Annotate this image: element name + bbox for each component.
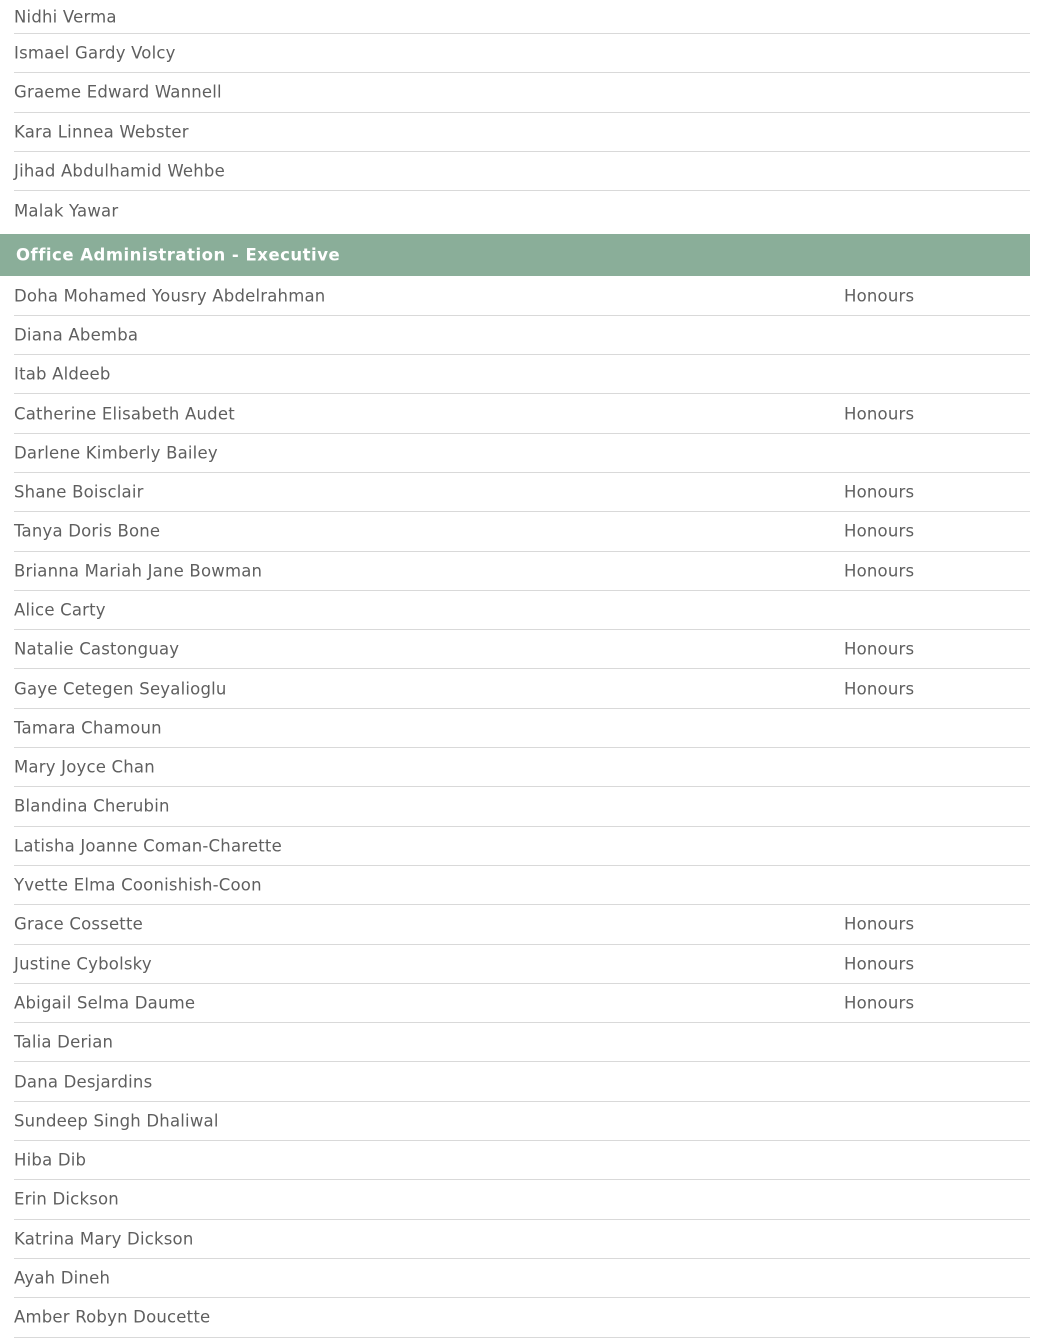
list-item [14,827,1030,866]
student-name: Katrina Mary Dickson [14,1229,194,1249]
list-item [14,945,1030,984]
list-item [14,552,1030,591]
list-item [14,630,1030,669]
list-item [14,152,1030,191]
student-name: Tamara Chamoun [14,718,162,738]
student-name: Tanya Doris Bone [14,521,161,541]
list-item [14,1298,1030,1337]
list-item [14,355,1030,394]
list-item [14,276,1030,315]
list-item [14,1220,1030,1259]
list-item [14,34,1030,73]
list-item [14,191,1030,230]
student-name: Abigail Selma Daume [14,993,196,1013]
student-name: Darlene Kimberly Bailey [14,443,218,463]
student-name: Malak Yawar [14,201,119,221]
list-item [14,669,1030,708]
list-item [14,434,1030,473]
student-name: Ayah Dineh [14,1268,111,1288]
list-item [14,1102,1030,1141]
list-item [14,905,1030,944]
student-name: Erin Dickson [14,1189,119,1209]
student-name: Blandina Cherubin [14,796,170,816]
student-name: Graeme Edward Wannell [14,82,222,102]
student-name: Justine Cybolsky [14,954,152,974]
student-name: Amber Robyn Doucette [14,1307,211,1327]
section-header [0,234,1030,276]
student-name: Ismael Gardy Volcy [14,43,176,63]
student-name: Diana Abemba [14,325,139,345]
list-item [14,866,1030,905]
student-name: Itab Aldeeb [14,364,111,384]
list-item [14,316,1030,355]
list-item [14,748,1030,787]
honours-note: Honours [844,286,915,306]
list-item [14,1259,1030,1298]
list-item [14,591,1030,630]
student-name: Alice Carty [14,600,106,620]
honours-note: Honours [844,521,915,541]
student-name: Hiba Dib [14,1150,87,1170]
student-name: Yvette Elma Coonishish-Coon [14,875,262,895]
student-name: Mary Joyce Chan [14,757,155,777]
list-item [14,787,1030,826]
student-name: Talia Derian [14,1032,114,1052]
honours-note: Honours [844,954,915,974]
section-title: Office Administration - Executive [16,245,341,265]
student-name: Doha Mohamed Yousry Abdelrahman [14,286,326,306]
honours-note: Honours [844,561,915,581]
section-rows [0,276,1037,1337]
honours-note: Honours [844,639,915,659]
student-name: Sundeep Singh Dhaliwal [14,1111,219,1131]
student-name: Catherine Elisabeth Audet [14,404,235,424]
student-name: Latisha Joanne Coman-Charette [14,836,282,856]
student-name: Shane Boisclair [14,482,144,502]
list-item [14,73,1030,112]
list-item [14,1023,1030,1062]
honours-note: Honours [844,679,915,699]
student-name: Nidhi Verma [14,7,117,26]
student-name: Grace Cossette [14,914,143,934]
honours-note: Honours [844,482,915,502]
honours-note: Honours [844,914,915,934]
list-item [14,984,1030,1023]
student-name: Kara Linnea Webster [14,122,189,142]
list-item [14,473,1030,512]
student-name: Jihad Abdulhamid Wehbe [14,161,225,181]
student-name: Brianna Mariah Jane Bowman [14,561,263,581]
list-item [14,113,1030,152]
honours-note: Honours [844,404,915,424]
student-name: Dana Desjardins [14,1072,153,1092]
list-item [14,1141,1030,1180]
student-name: Gaye Cetegen Seyalioglu [14,679,227,699]
list-item [14,1180,1030,1219]
list-item [14,394,1030,433]
list-item [14,709,1030,748]
list-item [14,0,1030,34]
honours-note: Honours [844,993,915,1013]
student-name: Natalie Castonguay [14,639,180,659]
previous-section-rows [0,0,1037,230]
list-item [14,1062,1030,1101]
list-item [14,512,1030,551]
